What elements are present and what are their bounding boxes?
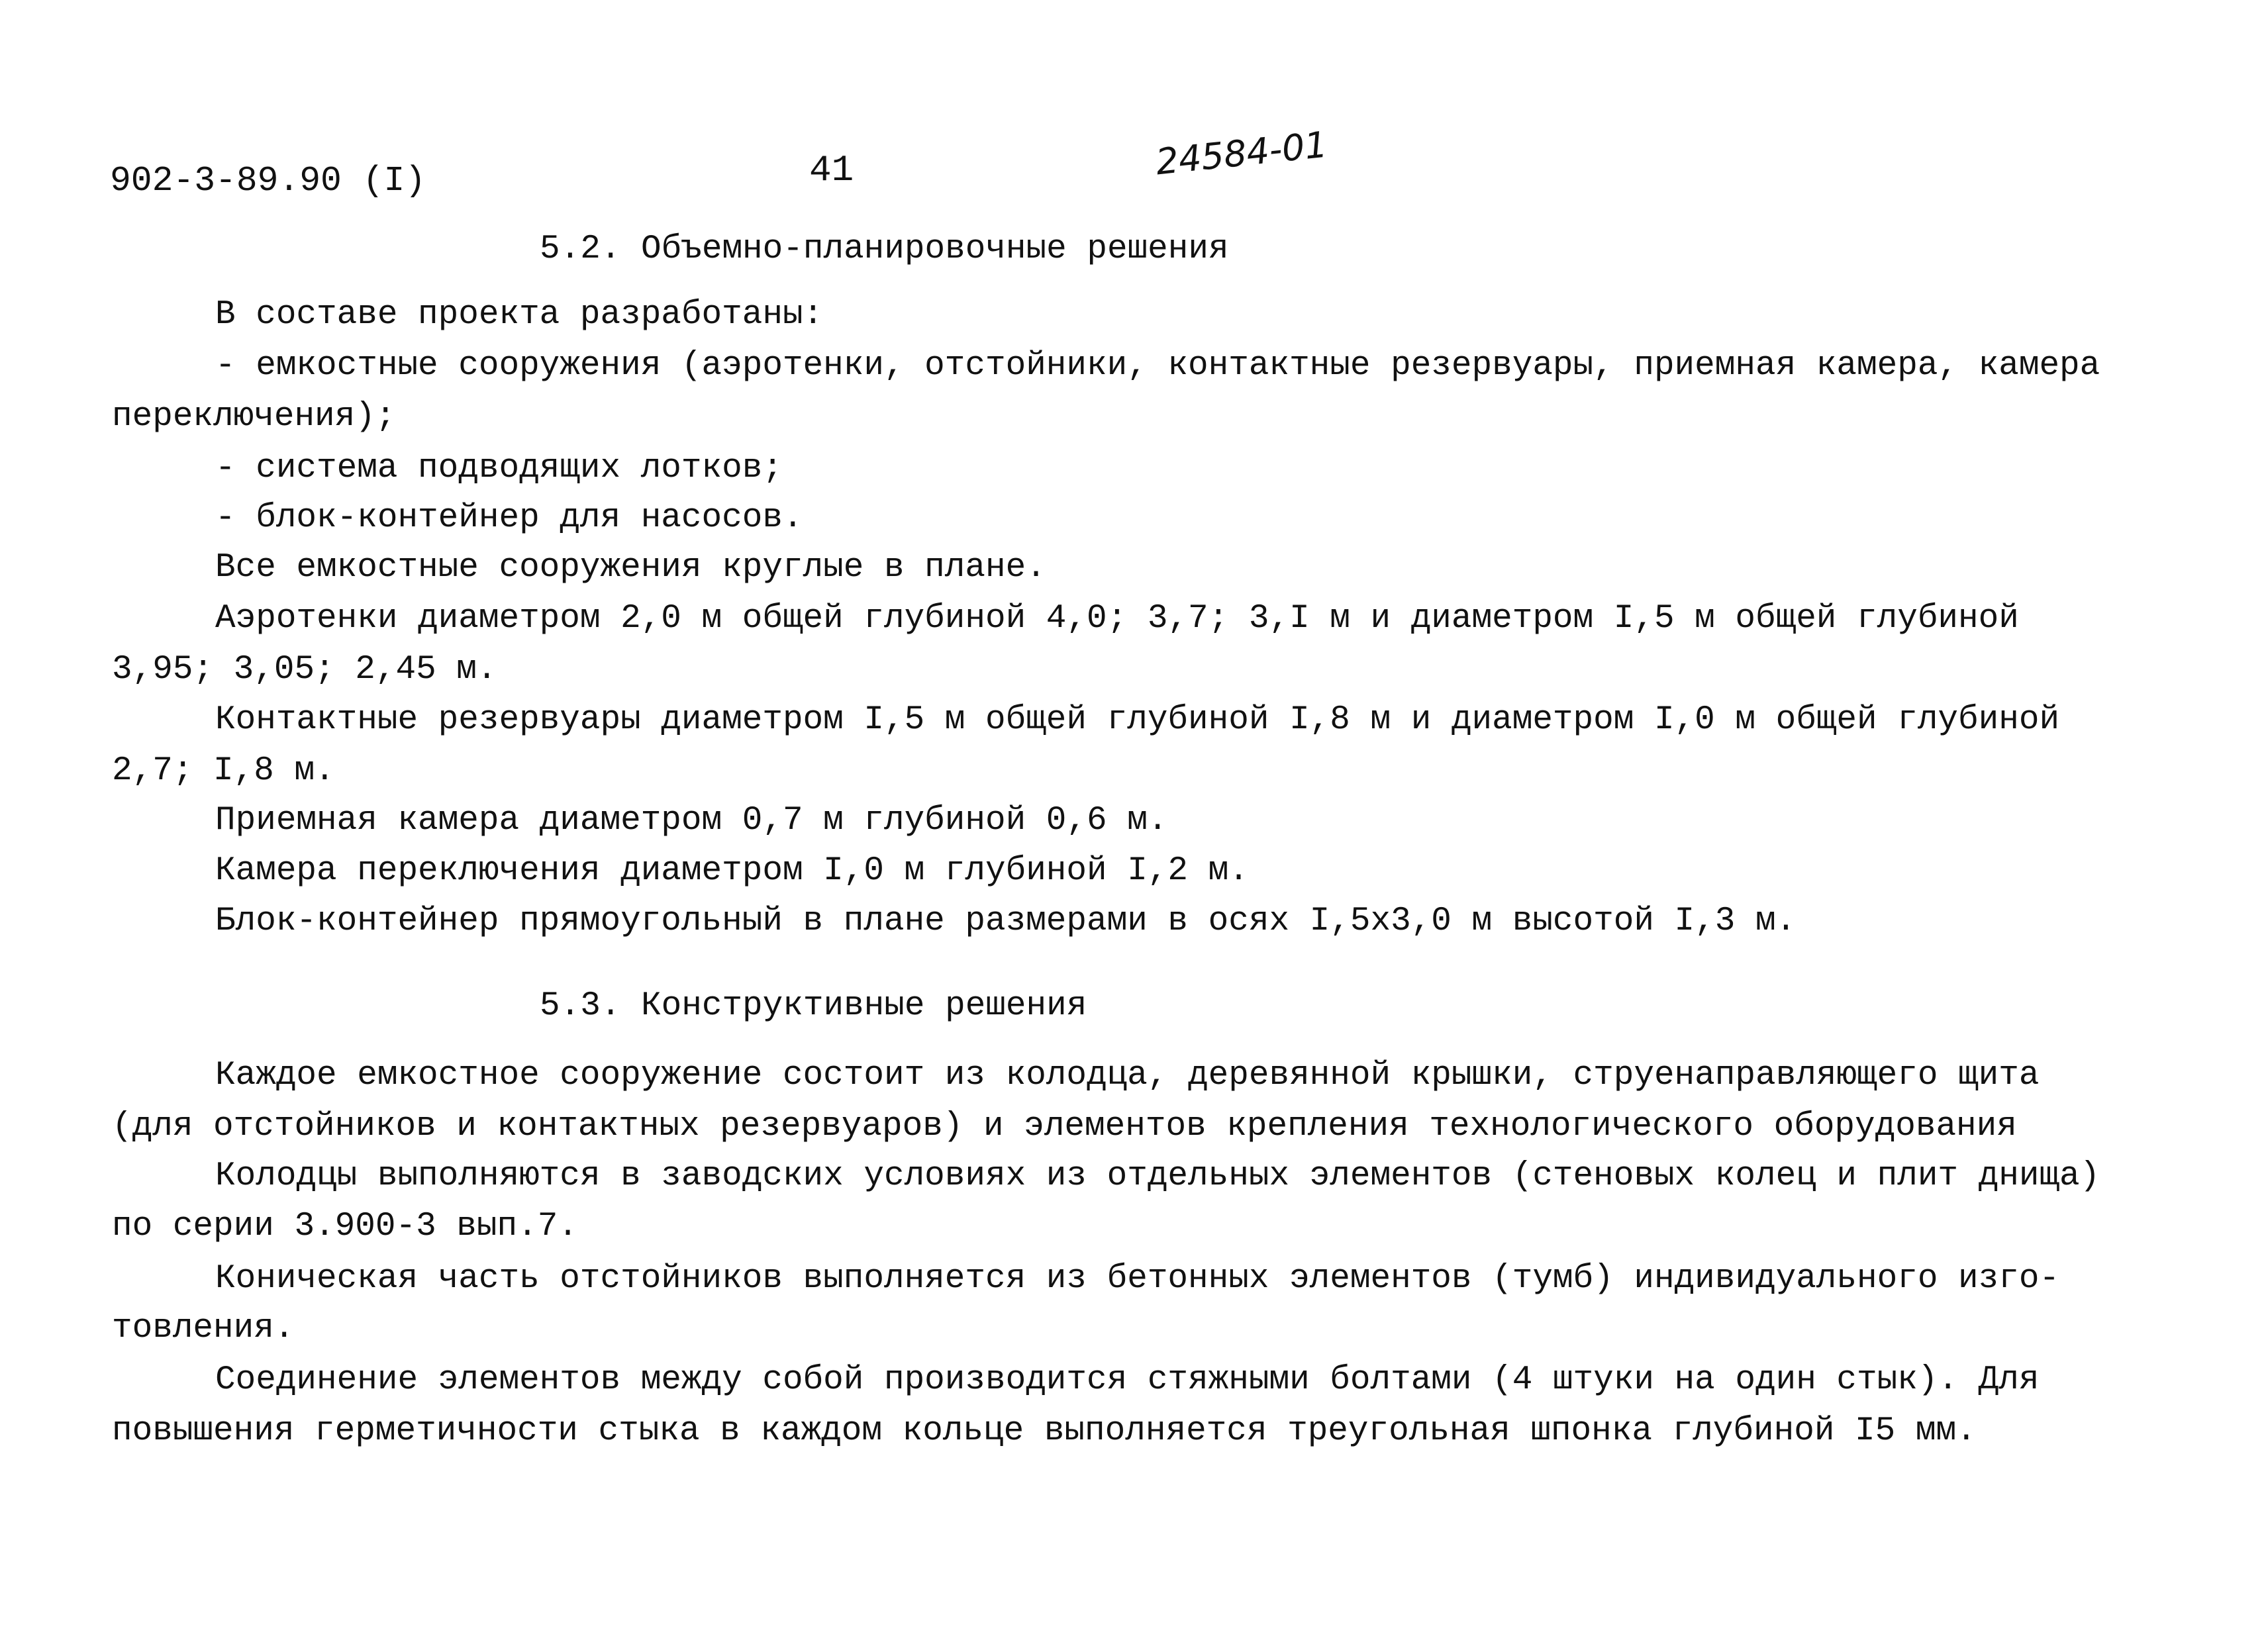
section-5-3-title: 5.3. Конструктивные решения [540, 987, 1087, 1025]
paragraph-line: Приемная камера диаметром 0,7 м глубиной 0,6 м. [215, 802, 1168, 840]
paragraph-line: Коническая часть отстойников выполняется из бетонных элементов (тумб) индивидуального изго- [215, 1260, 2060, 1298]
paragraph-line: товления. [112, 1310, 295, 1347]
paragraph-line: - емкостные сооружения (аэротенки, отстойники, контактные резервуары, приемная камера, камера [215, 347, 2100, 385]
paragraph-line: Аэротенки диаметром 2,0 м общей глубиной 4,0; 3,7; 3,I м и диаметром I,5 м общей глубиной [215, 600, 2019, 638]
paragraph-line: 3,95; 3,05; 2,45 м. [112, 651, 497, 689]
handwritten-number: 24584-01 [1154, 123, 1330, 183]
paragraph-line: - система подводящих лотков; [215, 450, 783, 487]
paragraph-line: Соединение элементов между собой производится стяжными болтами (4 штуки на один стык). Для [215, 1361, 2040, 1399]
paragraph-line: В составе проекта разработаны: [215, 296, 824, 334]
paragraph-line: Камера переключения диаметром I,0 м глубиной I,2 м. [215, 852, 1249, 890]
paragraph-line: Блок-контейнер прямоугольный в плане размерами в осях I,5x3,0 м высотой I,3 м. [215, 902, 1797, 940]
paragraph-line: Контактные резервуары диаметром I,5 м общей глубиной I,8 м и диаметром I,0 м общей глубиной [215, 701, 2060, 739]
paragraph-line: Колодцы выполняются в заводских условиях из отдельных элементов (стеновых колец и плит днища) [215, 1157, 2100, 1195]
page-number: 41 [809, 149, 854, 191]
paragraph-line: переключения); [112, 398, 396, 436]
document-code: 902-3-89.90 (I) [110, 161, 426, 201]
paragraph-line: Все емкостные сооружения круглые в плане. [215, 549, 1046, 587]
paragraph-line: по серии 3.900-3 вып.7. [112, 1208, 578, 1245]
paragraph-line: 2,7; I,8 м. [112, 752, 335, 790]
section-5-2-title: 5.2. Объемно-планировочные решения [540, 230, 1229, 268]
paragraph-line: повышения герметичности стыка в каждом кольце выполняется треугольная шпонка глубиной I5 мм. [112, 1412, 1977, 1450]
paragraph-line: (для отстойников и контактных резервуаров) и элементов крепления технологического оборудования [112, 1108, 2017, 1145]
paragraph-line: Каждое емкостное сооружение состоит из колодца, деревянной крышки, струенаправляющего щита [215, 1057, 2040, 1094]
paragraph-line: - блок-контейнер для насосов. [215, 499, 803, 537]
